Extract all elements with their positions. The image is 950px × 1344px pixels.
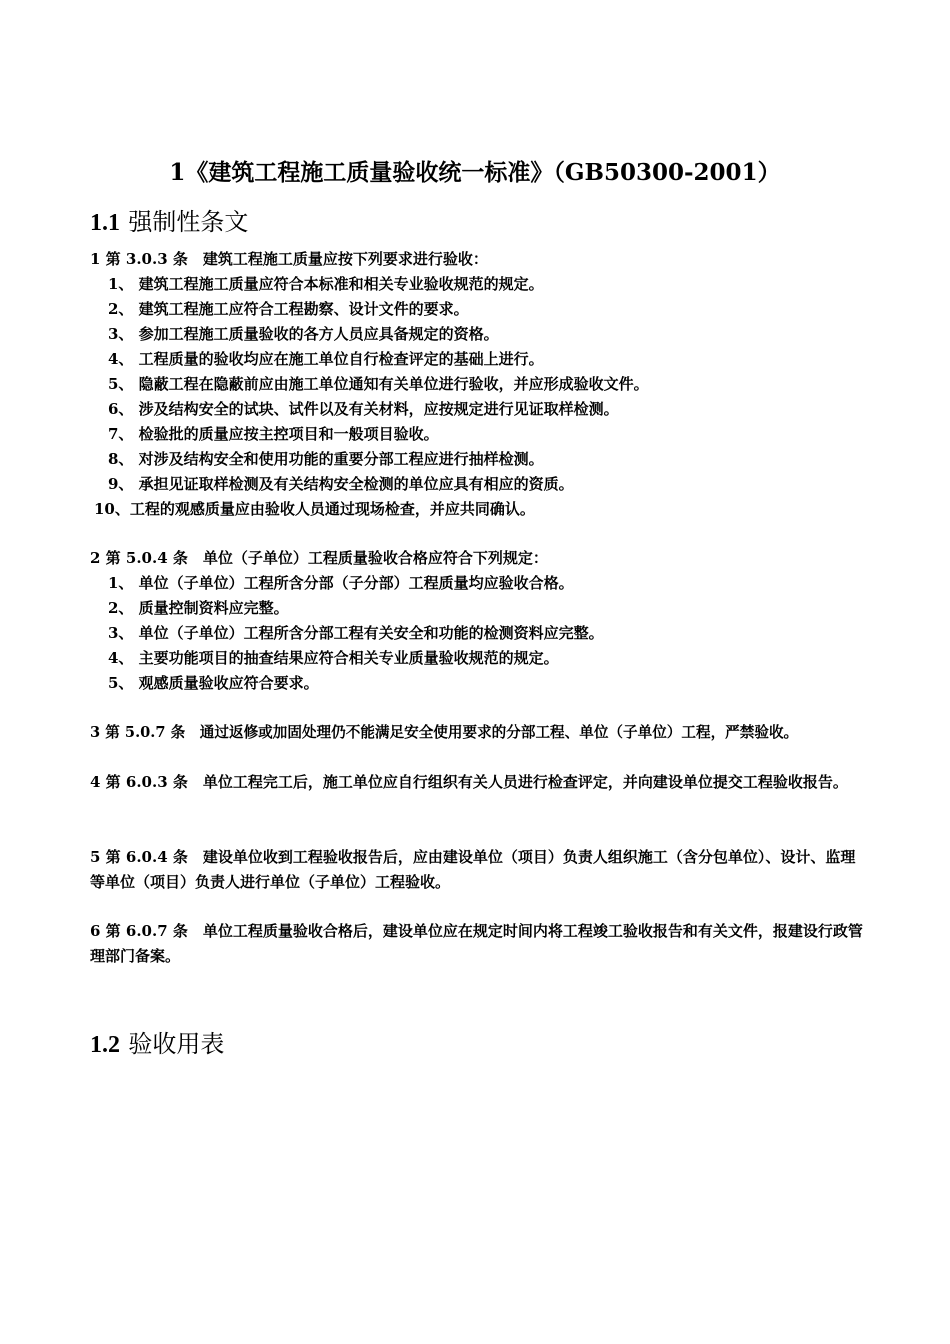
clause-1-item: 6、 涉及结构安全的试块、试件以及有关材料，应按规定进行见证取样检测。 [108,400,619,418]
clause-2-heading: 2 第 5.0.4 条 单位（子单位）工程质量验收合格应符合下列规定： [90,549,548,567]
clause-5: 5 第 6.0.4 条 建设单位收到工程验收报告后，应由建设单位（项目）负责人组织施工（含分包单位）、设计、监理等单位（项目）负责人进行单位（子单位）工程验收。 [90,848,856,891]
clause-2-item: 4、 主要功能项目的抽查结果应符合相关专业质量验收规范的规定。 [108,649,559,667]
clause-1-item: 2、 建筑工程施工应符合工程勘察、设计文件的要求。 [108,300,469,318]
section-number: 1.2 [90,1032,120,1058]
clause-1-item: 9、 承担见证取样检测及有关结构安全检测的单位应具有相应的资质。 [108,475,574,493]
clause-1-item: 1、 建筑工程施工质量应符合本标准和相关专业验收规范的规定。 [108,275,544,293]
section-heading-1-1 [90,205,248,240]
clause-2-item: 2、 质量控制资料应完整。 [108,599,289,617]
section-heading-1-2 [90,1027,224,1062]
clause-2-item: 1、 单位（子单位）工程所含分部（子分部）工程质量均应验收合格。 [108,574,574,592]
clause-1-item: 4、 工程质量的验收均应在施工单位自行检查评定的基础上进行。 [108,350,544,368]
clause-1-item: 3、 参加工程施工质量验收的各方人员应具备规定的资格。 [108,325,499,343]
clause-1-item: 5、 隐蔽工程在隐蔽前应由施工单位通知有关单位进行验收，并应形成验收文件。 [108,375,649,393]
clause-1-item: 10、工程的观感质量应由验收人员通过现场检查，并应共同确认。 [94,500,535,518]
clause-3: 3 第 5.0.7 条 通过返修或加固处理仍不能满足安全使用要求的分部工程、单位（子单位）工程，严禁验收。 [90,724,799,741]
section-number: 1.1 [90,210,120,236]
clause-4: 4 第 6.0.3 条 单位工程完工后，施工单位应自行组织有关人员进行检查评定，并向建设单位提交工程验收报告。 [90,773,848,791]
section-title: 强制性条文 [128,208,249,236]
clause-1-item: 8、 对涉及结构安全和使用功能的重要分部工程应进行抽样检测。 [108,450,544,468]
clause-1-heading: 1 第 3.0.3 条 建筑工程施工质量应按下列要求进行验收： [90,250,488,268]
clause-6: 6 第 6.0.7 条 单位工程质量验收合格后，建设单位应在规定时间内将工程竣工验收报告和有关文件，报建设行政管理部门备案。 [90,922,863,965]
section-title: 验收用表 [128,1030,225,1058]
clause-1-item: 7、 检验批的质量应按主控项目和一般项目验收。 [108,425,439,443]
document-title: 1《建筑工程施工质量验收统一标准》（GB50300-2001） [169,159,781,186]
clause-2-item: 3、 单位（子单位）工程所含分部工程有关安全和功能的检测资料应完整。 [108,624,604,642]
clause-2-item: 5、 观感质量验收应符合要求。 [108,674,319,692]
